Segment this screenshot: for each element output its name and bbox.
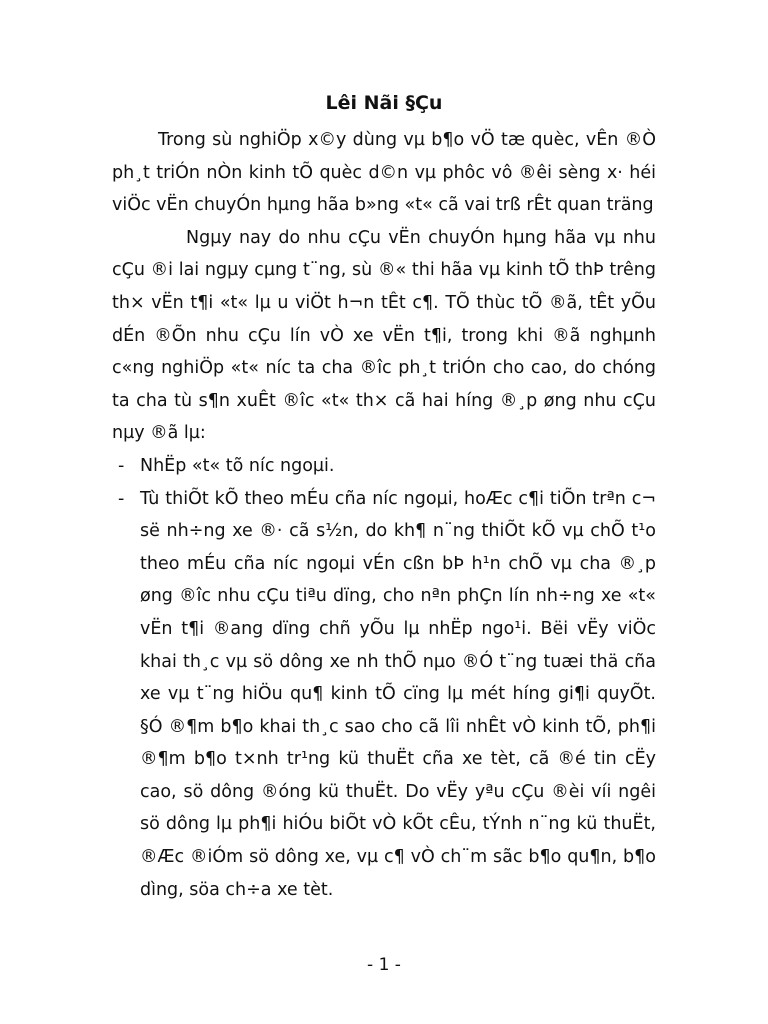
paragraph-intro: Trong sù nghiÖp x©y dùng vµ b¶o vÖ tæ quèc, vÊn ®Ò ph¸t triÓn nÒn kinh tÕ quèc d©n vµ phôc vô ®êi sèng x· héi viÖc vËn chuyÓn hµng hãa b»ng «t« cã vai trß rÊt quan träng	[112, 130, 656, 216]
options-list	[112, 450, 656, 906]
list-item: - Tù thiÕt kÕ theo mÉu cña níc ngoµi, hoÆc c¶i tiÕn trªn c¬ së nh÷ng xe ®· cã s½n, do kh¶ n¨ng thiÕt kÕ vµ chÕ t¹o theo mÉu cña níc ngoµi vÉn cßn bÞ h¹n chÕ vµ cha ®¸p øng ®îc nhu cÇu tiªu dïng, cho nªn phÇn lín nh÷ng xe «t« vËn t¶i ®ang dïng chñ yÕu lµ nhËp ngo¹i. Bëi vËy viÖc khai th¸c vµ sö dông xe nh thÕ nµo ®Ó t¨ng tuæi thä cña xe vµ t¨ng hiÖu qu¶ kinh tÕ cïng lµ mét híng gi¶i quyÕt. §Ó ®¶m b¶o khai th¸c sao cho cã lîi nhÊt vÒ kinh tÕ, ph¶i ®¶m b¶o t×nh tr¹ng kü thuËt cña xe tèt, cã ®é tin cËy cao, sö dông ®óng kü thuËt. Do vËy yªu cÇu ®èi víi ngêi sö dông lµ ph¶i hiÓu biÕt vÒ kÕt cÊu, tÝnh n¨ng kü thuËt, ®Æc ®iÓm sö dông xe, vµ c¶ vÒ ch¨m sãc b¶o qu¶n, b¶o dìng, söa ch÷a xe tèt.	[112, 483, 656, 907]
document-title: Lêi Nãi §Çu	[325, 92, 443, 114]
list-item: - NhËp «t« tõ níc ngoµi.	[112, 450, 656, 483]
document-body	[112, 124, 656, 906]
page-number: - 1 -	[367, 955, 401, 975]
paragraph-context: Ngµy nay do nhu cÇu vËn chuyÓn hµng hãa vµ nhu cÇu ®i lai ngµy cµng t¨ng, sù ®« thi hãa vµ kinh tÕ thÞ trêng th× vËn t¶i «t« lµ u viÖt h¬n tÊt c¶. TÕ thùc tÕ ®ã, tÊt yÕu dÉn ®Õn nhu cÇu lín vÒ xe vËn t¶i, trong khi ®ã nghµnh c«ng nghiÖp «t« níc ta cha ®îc ph¸t triÓn cho cao, do chóng ta cha tù s¶n xuÊt ®îc «t« th× cã hai híng ®¸p øng nhu cÇu nµy ®ã lµ:	[112, 227, 656, 444]
